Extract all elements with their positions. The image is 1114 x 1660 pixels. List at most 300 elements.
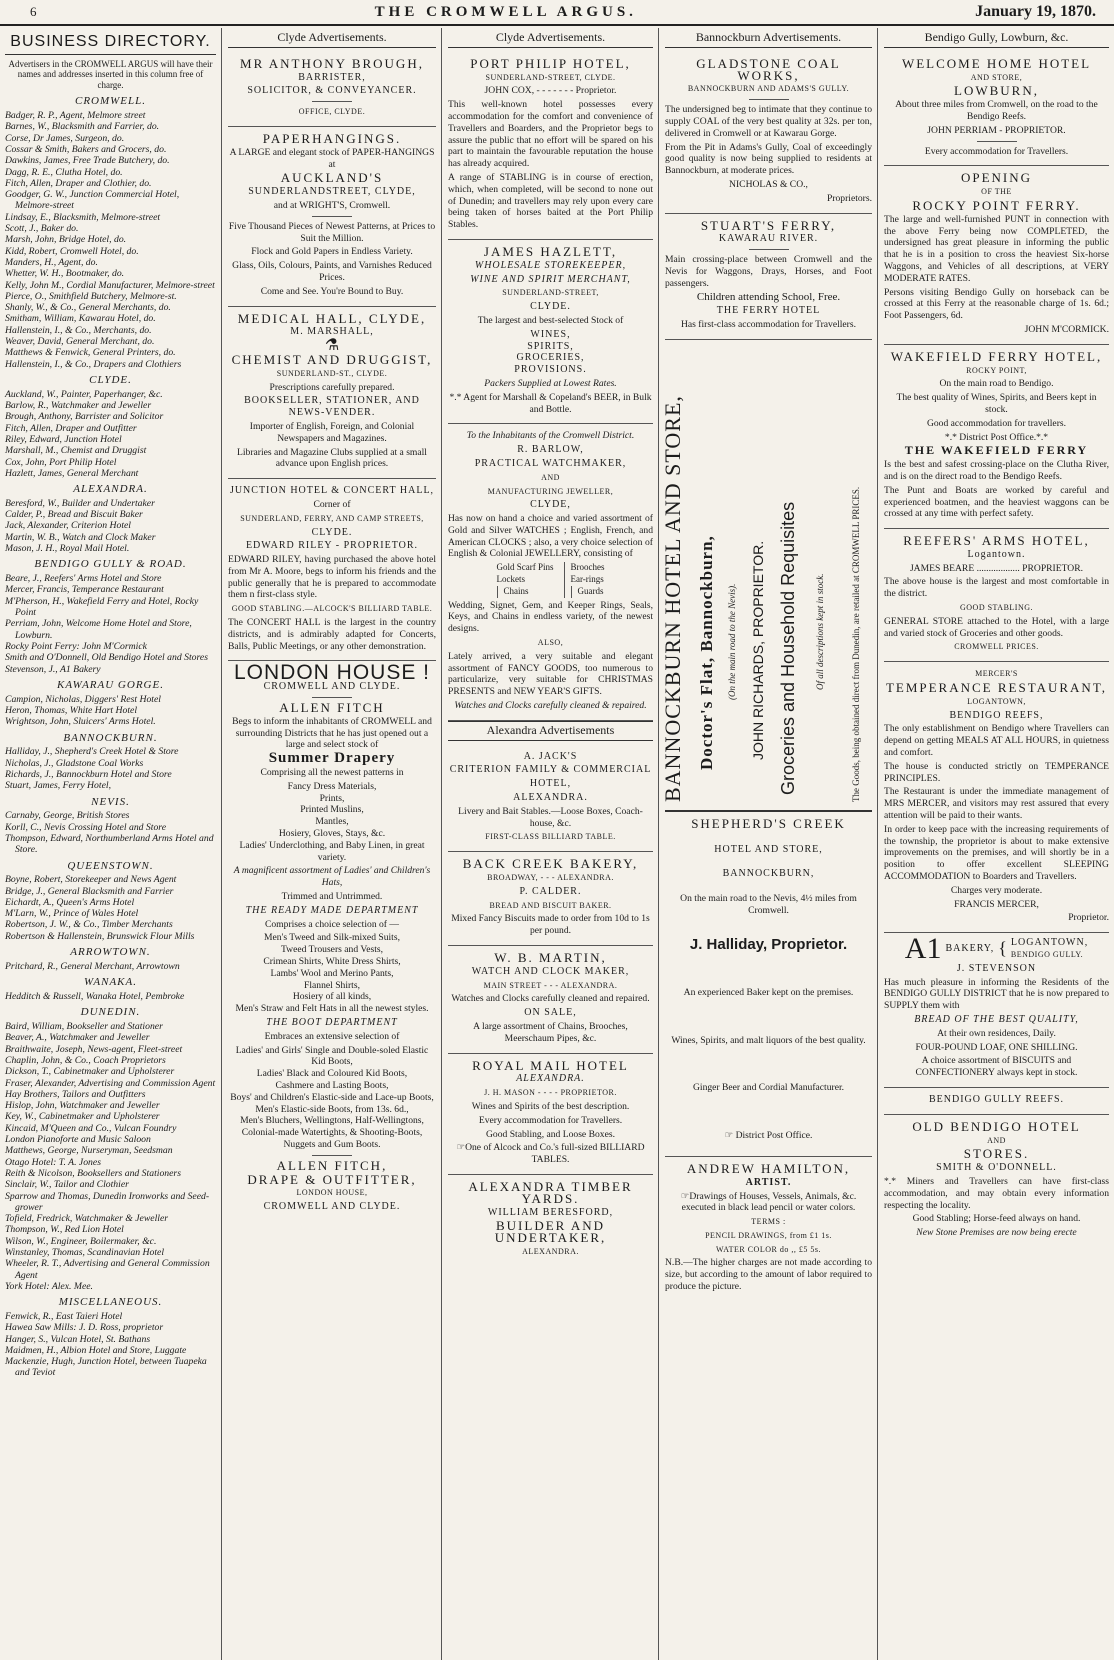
- directory-entry: Perriam, John, Welcome Home Hotel and Store, Lowburn.: [5, 618, 192, 641]
- ad-line: LOGANTOWN,: [967, 696, 1026, 706]
- ad-line: BREAD OF THE BEST QUALITY,: [914, 1013, 1079, 1025]
- directory-entry: Barlow, R., Watchmaker and Jeweller: [5, 400, 152, 412]
- issue-date: January 19, 1870.: [975, 3, 1096, 20]
- ad-line: At their own residences, Daily.: [937, 1027, 1056, 1039]
- ad-line: LOWBURN,: [954, 83, 1039, 99]
- ad-line: Children attending School, Free.: [696, 290, 841, 303]
- list-item: Cashmere and Lasting Boots,: [275, 1079, 389, 1091]
- directory-entry: Mercer, Francis, Temperance Restaurant: [5, 584, 164, 596]
- directory-entry: Thompson, W., Red Lion Hotel: [5, 1224, 124, 1236]
- ad-line: A choice assortment of BISCUITS and CONFECTIONERY always kept in stock.: [915, 1055, 1078, 1079]
- ad-title: MEDICAL HALL, CLYDE,: [237, 310, 427, 326]
- vertical-line-1: BANNOCKBURN HOTEL AND STORE,: [660, 395, 685, 802]
- ad-title: ROYAL MAIL HOTEL: [472, 1057, 629, 1073]
- ad-line: *.* Agent for Marshall & Copeland's BEER, in Bulk and Bottle.: [449, 391, 652, 415]
- page-number: 6: [30, 4, 37, 19]
- ad-line: Embraces an extensive selection of: [264, 1030, 400, 1042]
- directory-entry: Smith and O'Donnell, Old Bendigo Hotel and Stores: [5, 652, 208, 664]
- column-heading: Clyde Advertisements.: [448, 32, 653, 48]
- list-item: Ear-rings: [570, 574, 604, 585]
- directory-entry: Badger, R. P., Agent, Melmore street: [5, 110, 146, 122]
- ad-line: ALEXANDRA.: [522, 1246, 579, 1256]
- directory-entry: Brough, Anthony, Barrister and Solicitor: [5, 411, 164, 423]
- ad-line: About three miles from Cromwell, on the road to the Bendigo Reefs.: [895, 99, 1098, 122]
- ad-line: TERMS :: [751, 1217, 786, 1227]
- directory-entry: Wheeler, R. T., Advertising and General Commission Agent: [5, 1258, 210, 1281]
- ad-line: ALLEN FITCH,: [276, 1157, 388, 1173]
- directory-entry: M'Pherson, H., Wakefield Ferry and Hotel, Rocky Point: [5, 595, 199, 619]
- ad-criterion-hotel: [448, 745, 653, 853]
- ad-line: WHOLESALE STOREKEEPER,: [474, 259, 627, 271]
- ad-line: On the main road to Bendigo.: [939, 378, 1054, 390]
- directory-entry: Carnaby, George, British Stores: [5, 810, 130, 822]
- ad-line: GOOD STABLING.: [959, 603, 1034, 613]
- vertical-line-6: Of all descriptions kept in stock.: [815, 573, 825, 690]
- directory-entry: Nicholas, J., Gladstone Coal Works: [5, 757, 144, 769]
- ad-line: Come and See. You're Bound to Buy.: [260, 285, 404, 297]
- directory-section-heading: NEVIS.: [91, 795, 130, 808]
- ad-line: HOTEL,: [529, 778, 572, 790]
- ad-line: Lately arrived, a very suitable and elegant assortment of FANCY GOODS, too numerous to particularize, very suitable for CHRISTMAS PRESENTS and NEW YEAR'S GIFTS.: [448, 650, 653, 698]
- ad-line: Watches and Clocks carefully cleaned and repaired.: [451, 993, 650, 1005]
- directory-entry: Pritchard, R., General Merchant, Arrowtown: [5, 960, 180, 972]
- ad-line: A LARGE and elegant stock of PAPER-HANGINGS at: [229, 146, 435, 170]
- ad-line: SUNDERLAND, FERRY, AND CAMP STREETS,: [240, 513, 424, 523]
- ad-line: ALEXANDRA.: [516, 1073, 585, 1085]
- ad-line: Is the best and safest crossing-place on the Clutha River, and is on the direct road to the Bendigo Reefs.: [884, 459, 1109, 482]
- jewellery-list: [448, 562, 653, 597]
- list-item: Mantles,: [315, 816, 349, 828]
- ad-line: ARTIST.: [745, 1176, 792, 1188]
- ad-line: The CONCERT HALL is the largest in the country districts, and is admirably adapted for Concerts, Balls, Public Meetings, or any other demonstration.: [228, 617, 436, 652]
- ad-line: The above house is the largest and most comfortable in the district.: [884, 576, 1109, 600]
- ad-line: Wines, Spirits, and malt liquors of the best quality.: [671, 1034, 866, 1046]
- divider: [312, 1155, 352, 1156]
- brace-glyph: {: [998, 938, 1007, 959]
- list-item: Gold Scarf Pins: [496, 562, 554, 573]
- directory-entry: Thompson, Edward, Northumberland Arms Hotel and Store.: [5, 832, 214, 856]
- ad-line: J. Halliday, Proprietor.: [689, 935, 848, 953]
- ad-line: BUILDER AND UNDERTAKER,: [494, 1218, 607, 1246]
- directory-entry: Reith & Nicolson, Booksellers and Stationers: [5, 1167, 181, 1179]
- ad-line: MANUFACTURING JEWELLER,: [487, 486, 614, 496]
- directory-entry: Barnes, W., Blacksmith and Farrier, do.: [5, 121, 160, 133]
- masthead: [0, 0, 1114, 26]
- ad-welcome-home-hotel: [884, 52, 1109, 167]
- directory-entry: Kidd, Robert, Cromwell Hotel, do.: [5, 245, 139, 257]
- ad-line: Has first-class accommodation for Travellers.: [680, 319, 857, 331]
- ad-line: CROMWELL AND CLYDE.: [263, 1201, 401, 1213]
- ad-title: PAPERHANGINGS.: [262, 130, 402, 146]
- ad-line: This well-known hotel possesses every accommodation for the comfort and convenience of Travellers and Boarders, and the Proprietor begs to assure the public that no effort will be spared on his part to maintain the favourable reputation the house has already acquired.: [448, 99, 653, 170]
- ad-line: SUNDERLAND-ST., CLYDE.: [276, 368, 388, 378]
- ad-andrew-hamilton: [665, 1157, 872, 1301]
- ad-paperhangings: [228, 127, 436, 307]
- directory-entry: Whetter, W. H., Bootmaker, do.: [5, 268, 125, 280]
- ad-line: Livery and Bait Stables.—Loose Boxes, Coach-house, &c.: [458, 805, 643, 829]
- directory-entry: Smitham, William, Kawarau Hotel, do.: [5, 313, 156, 325]
- ad-line: Every accommodation for Travellers.: [478, 1114, 623, 1126]
- directory-entry: Kelly, John M., Cordial Manufacturer, Melmore-street: [5, 279, 215, 291]
- ad-line: The house is conducted strictly on TEMPERANCE PRINCIPLES.: [884, 760, 1109, 784]
- ad-line: BREAD AND BISCUIT BAKER.: [489, 900, 612, 910]
- directory-section-heading: KAWARAU GORGE.: [57, 678, 164, 691]
- ad-martin: [448, 946, 653, 1054]
- ad-line: Proprietor.: [1068, 912, 1109, 924]
- directory-entry: Hislop, John, Watchmaker and Jeweller: [5, 1100, 160, 1112]
- directory-entry: Maidmen, H., Albion Hotel and Store, Luggate: [5, 1344, 187, 1356]
- list-item: GROCERIES,: [516, 352, 585, 364]
- ad-line: Ginger Beer and Cordial Manufacturer.: [692, 1082, 845, 1094]
- ad-bendigo-gully-reefs: [884, 1088, 1109, 1115]
- ad-line: Summer Drapery: [268, 750, 396, 767]
- pointing-hand-icon: ☞: [680, 1190, 690, 1202]
- directory-entry: Matthews & Fenwick, General Printers, do.: [5, 347, 176, 359]
- directory-entry: Mason, J. H., Royal Mail Hotel.: [5, 543, 130, 555]
- ad-line: Five Thousand Pieces of Newest Patterns, at Prices to Suit the Million.: [228, 220, 436, 244]
- list-item: Men's Elastic-side Boots, from 13s. 6d.,: [255, 1103, 409, 1115]
- list-item: Ladies' and Girls' Single and Double-soled Elastic Kid Boots,: [235, 1044, 429, 1068]
- ad-line: Wines and Spirits of the best description.: [471, 1100, 630, 1112]
- ad-title: CRITERION FAMILY & COMMERCIAL: [449, 764, 652, 776]
- directory-entry: Hallenstein, I., & Co., Merchants, do.: [5, 324, 152, 336]
- ad-line: Prescriptions carefully prepared.: [269, 381, 395, 393]
- ad-line: ROCKY POINT,: [966, 365, 1027, 375]
- ad-line: In order to keep pace with the increasing requirements of the township, the proprietor is about to make extensive improvements on the premises, and will shortly be in a position to offer excellent SLEEPING ACCOMMODATION to Boarders and Travellers.: [884, 823, 1109, 883]
- directory-entry: Kincaid, M'Queen and Co., Vulcan Foundry: [5, 1122, 177, 1134]
- ad-line: Packers Supplied at Lowest Rates.: [484, 377, 617, 389]
- vertical-line-2: Doctor's Flat, Bannockburn,: [697, 535, 716, 770]
- ad-line: ON SALE,: [524, 1007, 577, 1019]
- list-item: Lambs' Wool and Merino Pants,: [270, 967, 394, 979]
- item-list: [228, 781, 436, 864]
- directory-entry: Dawkins, James, Free Trade Butchery, do.: [5, 155, 170, 167]
- ad-line: Libraries and Magazine Clubs supplied at a small advance upon English prices.: [237, 446, 427, 470]
- ad-line: BANNOCKBURN AND ADAMS'S GULLY.: [687, 84, 850, 94]
- list-item: Prints,: [319, 792, 345, 804]
- ad-line: BAKERY,: [945, 943, 995, 955]
- directory-entry: Campion, Nicholas, Diggers' Rest Hotel: [5, 693, 161, 705]
- ad-line: STORES.: [963, 1146, 1030, 1162]
- ad-port-philip-hotel: [448, 52, 653, 240]
- directory-entry: M'Larn, W., Prince of Wales Hotel: [5, 908, 139, 920]
- ad-line: On the main road to the Nevis, 4½ miles from Cromwell.: [680, 893, 857, 917]
- directory-entry: Marshall, M., Chemist and Druggist: [5, 445, 147, 457]
- ad-line: MERCER'S: [975, 669, 1018, 679]
- directory-entry: Wrightson, John, Sluicers' Arms Hotel.: [5, 716, 156, 728]
- list-item: WINES,: [530, 328, 571, 340]
- bannockburn-column: [660, 28, 878, 1660]
- directory-entry: Dagg, R. E., Clutha Hotel, do.: [5, 166, 123, 178]
- ad-line: Main crossing-place between Cromwell and the Nevis for Waggons, Drays, Horses, and Foot passengers.: [665, 254, 872, 289]
- ad-line: PENCIL DRAWINGS, from £1 1s.: [705, 1230, 832, 1240]
- directory-entry: Fitch, Allen, Draper and Clothier, do.: [5, 177, 152, 189]
- ad-line: A range of STABLING is in course of erection, which, when completed, will be second to none out of Dunedin; and travellers may rely upon every care being taken of horses baited at the Port Philip Stables.: [448, 171, 653, 231]
- ad-line: Has now on hand a choice and varied assortment of Gold and Silver WATCHES ; English, French, and American CLOCKS ; also, a very choice selection of English & Colonial JEWELLERY, consisting of: [448, 513, 653, 560]
- directory-entry: Martin, W. B., Watch and Clock Maker: [5, 531, 156, 543]
- ad-line: THE READY MADE DEPARTMENT: [245, 904, 419, 916]
- ad-line: Trimmed and Untrimmed.: [281, 891, 383, 903]
- ad-line: *.* District Post Office.*.*: [944, 431, 1049, 443]
- directory-entry: Riley, Edward, Junction Hotel: [5, 433, 122, 445]
- list-item: PROVISIONS.: [514, 364, 587, 376]
- a1-mark: A1: [904, 932, 942, 966]
- ad-line: Wedding, Signet, Gem, and Keeper Rings, Seals, Keys, and Chains in endless variety, of the newest designs.: [448, 599, 653, 635]
- ad-line: Importer of English, Foreign, and Colonial Newspapers and Magazines.: [249, 420, 415, 444]
- directory-entry: Rocky Point Ferry: John M'Cormick: [5, 640, 147, 652]
- ad-title: ANDREW HAMILTON,: [686, 1160, 851, 1176]
- vertical-line-4: JOHN RICHARDS, PROPRIETOR.: [750, 540, 766, 760]
- directory-entry: Hazlett, James, General Merchant: [5, 467, 139, 479]
- ad-title: W. B. MARTIN,: [494, 950, 607, 965]
- directory-entry: Marsh, John, Bridge Hotel, do.: [5, 234, 127, 246]
- ad-title: SHEPHERD'S CREEK: [691, 815, 846, 831]
- directory-entry: Calder, P., Bread and Biscuit Baker: [5, 509, 143, 521]
- ad-gladstone-coal: [665, 52, 872, 214]
- ad-line: N.B.—The higher charges are not made according to size, but according to the amount of labor required to produce the picture.: [665, 1257, 872, 1293]
- ad-line: JAMES BEARE .................. PROPRIETOR.: [909, 562, 1084, 574]
- ad-line: *.* Miners and Travellers can have first-class accommodation, and may obtain every information respecting the locality.: [884, 1175, 1109, 1211]
- ad-line: CLYDE,: [530, 499, 571, 511]
- clyde-alexandra-column: [443, 28, 659, 1660]
- ad-rocky-point-ferry: [884, 166, 1109, 344]
- ad-line: WINE AND SPIRIT MERCHANT,: [470, 273, 631, 285]
- ad-line: The large and well-furnished PUNT in connection with the above Ferry being now COMPLETED, the undersigned has great pleasure in informing the public that he is in a position to cross the heaviest Six-horse Waggons, and Vehicles of all descriptions, at VERY MODERATE RATES.: [884, 213, 1109, 284]
- directory-entry: Weaver, David, General Merchant, do.: [5, 336, 155, 348]
- ad-line: P. CALDER.: [519, 885, 582, 897]
- ad-line: JOHN PERRIAM - PROPRIETOR.: [927, 124, 1066, 136]
- ad-line: BOOKSELLER, STATIONER, AND NEWS-VENDER.: [244, 395, 420, 419]
- ad-line: SUNDERLAND-STREET, CLYDE.: [485, 72, 616, 82]
- list-item: Printed Muslins,: [300, 804, 364, 816]
- directory-entry: Auckland, W., Painter, Paperhanger, &c.: [5, 388, 163, 400]
- directory-entry: Braithwaite, Joseph, News-agent, Fleet-street: [5, 1043, 183, 1055]
- directory-entry: Bridge, J., General Blacksmith and Farrier: [5, 885, 174, 897]
- ad-title: STUART'S FERRY,: [700, 217, 837, 233]
- ad-line: BARRISTER,: [298, 71, 366, 83]
- item-list: [228, 932, 436, 1015]
- ad-line: AND: [541, 472, 560, 482]
- list-item: Men's Straw and Felt Hats in all the newest styles.: [235, 1003, 429, 1015]
- ad-line: Watches and Clocks carefully cleaned & repaired.: [454, 700, 647, 712]
- ad-bannockburn-hotel-vertical: [660, 340, 872, 812]
- list-item: Boys' and Children's Elastic-side and Lace-up Boots,: [230, 1091, 434, 1103]
- ad-timber-yards: [448, 1175, 653, 1266]
- ad-line: The best quality of Wines, Spirits, and Beers kept in stock.: [896, 392, 1097, 415]
- ad-line: EDWARD RILEY - PROPRIETOR.: [245, 540, 419, 552]
- ad-line: ALLEN FITCH: [279, 700, 385, 716]
- ad-line-text: District Post Office.: [735, 1130, 813, 1142]
- ad-line: M. MARSHALL,: [290, 326, 374, 338]
- ad-hazlett: [448, 240, 653, 424]
- pointing-hand-icon: ☞: [456, 1142, 466, 1154]
- item-list: [228, 1045, 436, 1151]
- ad-wakefield-ferry: [884, 345, 1109, 529]
- ad-line: SUNDERLAND-STREET,: [502, 288, 599, 298]
- ad-line: [665, 1191, 872, 1215]
- list-item: Men's Tweed and Silk-mixed Suits,: [264, 932, 400, 944]
- directory-entry: Wilson, W., Engineer, Boilermaker, &c.: [5, 1235, 157, 1247]
- section-heading: Alexandra Advertisements: [448, 721, 653, 741]
- directory-entry: Hawea Saw Mills: J. D. Ross, proprietor: [5, 1322, 164, 1334]
- ad-line: Charges very moderate.: [950, 884, 1043, 896]
- ad-title: BENDIGO GULLY REEFS.: [928, 1093, 1064, 1105]
- ad-line: OFFICE, CLYDE.: [298, 107, 366, 117]
- ad-title: TEMPERANCE RESTAURANT,: [885, 680, 1108, 696]
- directory-section-heading: ARROWTOWN.: [70, 946, 151, 959]
- business-directory-column: [0, 28, 222, 1660]
- directory-entry: Pierce, O., Smithfield Butchery, Melmore-st.: [5, 290, 177, 302]
- ad-line: The undersigned beg to intimate that they continue to supply COAL of the very best quality at 32s. per ton, delivered in Cromwell or at Kawarau Gorge.: [665, 104, 872, 139]
- ad-line: SUNDERLANDSTREET, CLYDE,: [248, 186, 416, 198]
- ad-line: Glass, Oils, Colours, Paints, and Varnishes Reduced Prices.: [232, 260, 432, 283]
- clyde-advertisements-column: [223, 28, 442, 1660]
- a1-address: [1011, 937, 1088, 961]
- directory-entry: Mackenzie, Hugh, Junction Hotel, between Tuapeka and Teviot: [5, 1356, 207, 1379]
- ad-reefers-arms: [884, 529, 1109, 662]
- ad-line: J. STEVENSON: [956, 962, 1037, 974]
- ad-line: The Punt and Boats are worked by careful and experienced boatmen, and the heaviest waggons can be crossed at any time with perfect safety.: [884, 484, 1109, 520]
- ad-line: WATER COLOR do ,, £5 5s.: [716, 1244, 821, 1254]
- list-item: Flannel Shirts,: [304, 979, 360, 991]
- list-item: Ladies' Black and Coloured Kid Boots,: [256, 1068, 408, 1080]
- ad-line: Mixed Fancy Biscuits made to order from 10d to 1s per pound.: [451, 913, 650, 937]
- divider: [312, 101, 352, 102]
- ad-title: JUNCTION HOTEL & CONCERT HALL,: [229, 485, 435, 497]
- ad-line: A magnificent assortment of Ladies' and Children's Hats,: [233, 865, 431, 889]
- ad-title: ALEXANDRA TIMBER YARDS.: [468, 1178, 633, 1206]
- ad-line: A large assortment of Chains, Brooches, Meerschaum Pipes, &c.: [473, 1020, 628, 1044]
- ad-line: CROMWELL PRICES.: [954, 642, 1039, 652]
- directory-entry: Chaplin, John, & Co., Coach Proprietors: [5, 1054, 166, 1066]
- directory-sections: [5, 96, 216, 1378]
- ad-junction-hotel: [228, 479, 436, 661]
- directory-entry: Corse, Dr James, Surgeon, do.: [5, 132, 125, 144]
- ad-line: and at WRIGHT'S, Cromwell.: [273, 199, 391, 211]
- ad-line: BENDIGO GULLY.: [1010, 950, 1084, 959]
- ad-title: LONDON HOUSE !: [233, 661, 431, 685]
- directory-entry: Sinclair, W., Tailor and Clothier: [5, 1179, 129, 1191]
- ad-line: ALSO,: [537, 638, 564, 648]
- directory-section-heading: ALEXANDRA.: [73, 483, 148, 496]
- pointing-hand-icon: ☞: [724, 1130, 734, 1142]
- ad-line: THE FERRY HOTEL: [716, 305, 821, 317]
- ad-title: GLADSTONE COAL WORKS,: [696, 55, 841, 83]
- directory-section-heading: QUEENSTOWN.: [67, 859, 154, 872]
- vertical-line-3: (On the main road to the Nevis).: [727, 583, 737, 700]
- ad-line: Logantown.: [967, 548, 1026, 560]
- list-item: Nuggets and Gum Boots.: [283, 1138, 381, 1150]
- directory-entry: Beaver, A., Watchmaker and Jeweller: [5, 1032, 150, 1044]
- ad-line: Good Stabling; Horse-feed always on hand.: [912, 1213, 1081, 1225]
- directory-entry: Beare, J., Reefers' Arms Hotel and Store: [5, 573, 162, 585]
- ad-line: A. JACK'S: [523, 750, 578, 762]
- divider: [749, 99, 789, 100]
- ad-line: Comprises a choice selection of —: [264, 918, 399, 930]
- ad-line: OF THE: [981, 187, 1012, 197]
- ad-line: R. BARLOW,: [517, 444, 584, 456]
- ad-shepherds-creek: [665, 812, 872, 1157]
- list-item: Ladies' Underclothing, and Baby Linen, in great variety.: [239, 839, 425, 863]
- ad-line: AND: [987, 1135, 1006, 1145]
- divider: [977, 141, 1017, 142]
- directory-entry: Lindsay, E., Blacksmith, Melmore-street: [5, 211, 161, 223]
- ad-line: MAIN STREET - - - ALEXANDRA.: [483, 980, 618, 990]
- directory-entry: Fitch, Allen, Draper and Outfitter: [5, 422, 137, 434]
- ad-line: [665, 1130, 872, 1142]
- ad-line: Has much pleasure in informing the Residents of the BENDIGO GULLY DISTRICT that he is now prepared to SUPPLY them with: [884, 976, 1109, 1012]
- ad-line: FIRST-CLASS BILLIARD TABLE.: [485, 832, 616, 842]
- ad-arched-heading: To the Inhabitants of the Cromwell District.: [466, 430, 635, 442]
- divider: [312, 216, 352, 217]
- ad-line: DRAPE & OUTFITTER,: [247, 1171, 417, 1187]
- ad-line: SOLICITOR, & CONVEYANCER.: [247, 85, 417, 97]
- jewellery-list-right: [564, 562, 605, 597]
- ad-london-house: [228, 661, 436, 1220]
- ad-title: OLD BENDIGO HOTEL: [912, 1118, 1081, 1134]
- mortar-pestle-icon: ⚗: [324, 337, 340, 355]
- directory-entry: Cox, John, Port Philip Hotel: [5, 456, 117, 468]
- ad-line: [448, 1142, 653, 1166]
- directory-section-heading: BANNOCKBURN.: [63, 731, 158, 744]
- directory-entry: Sparrow and Thomas, Dunedin Ironworks and Seed-grower: [5, 1190, 210, 1213]
- bendigo-column: [879, 28, 1114, 1660]
- ad-old-bendigo-hotel: [884, 1115, 1109, 1247]
- list-item: Colonial-made Watertights, & Shooting-Boots,: [241, 1127, 423, 1139]
- ad-line: LONDON HOUSE,: [296, 1188, 368, 1198]
- directory-entry: Stevenson, J., A1 Bakery: [5, 663, 101, 675]
- ad-line: Persons visiting Bendigo Gully on horseback can be crossed at this Ferry at the reasonable charge of 1s. 6d.; Foot Passengers, 6d.: [884, 286, 1109, 322]
- ad-line: AND STORE,: [970, 72, 1023, 82]
- directory-entry: York Hotel: Alex. Mee.: [5, 1280, 93, 1292]
- directory-section-heading: CROMWELL.: [74, 95, 147, 108]
- list-item: Crimean Shirts, White Dress Shirts,: [263, 956, 401, 967]
- newspaper-title: THE CROMWELL ARGUS.: [374, 3, 637, 20]
- vertical-line-7: The Goods, being obtained direct from Dunedin, are retailed at CROMWELL PRICES.: [851, 486, 861, 802]
- ad-line: New Stone Premises are now being erecte: [916, 1227, 1077, 1239]
- directory-entry: Matthews, George, Nurseryman, Seedsman: [5, 1145, 173, 1157]
- directory-entry: Beresford, W., Builder and Undertaker: [5, 497, 155, 509]
- directory-entry: Cossar & Smith, Bakers and Grocers, do.: [5, 143, 167, 155]
- ad-line: FRANCIS MERCER,: [954, 898, 1039, 910]
- ad-line: FOUR-POUND LOAF, ONE SHILLING.: [915, 1041, 1078, 1053]
- ad-line: Every accommodation for Travellers.: [924, 145, 1069, 157]
- ad-line: Good accommodation for travellers.: [926, 417, 1067, 429]
- ad-line: Corner of: [313, 498, 351, 510]
- directory-intro: Advertisers in the CROMWELL ARGUS will have their names and addresses inserted in this column free of charge.: [8, 58, 213, 90]
- directory-entry: Dickson, T., Cabinetmaker and Upholsterer: [5, 1066, 175, 1078]
- directory-entry: Eichardt, A., Queen's Arms Hotel: [5, 896, 135, 908]
- ad-line: Comprising all the newest patterns in: [260, 767, 404, 779]
- ad-line-text: One of Alcock and Co.'s full-sized BILLIARD TABLES.: [465, 1142, 645, 1166]
- directory-entry: Winstanley, Thomas, Scandinavian Hotel: [5, 1247, 165, 1258]
- column-heading: Bannockburn Advertisements.: [665, 32, 872, 48]
- ad-stuarts-ferry: [665, 214, 872, 340]
- ad-line: J. H. MASON - - - - PROPRIETOR.: [484, 1088, 617, 1098]
- ad-line: HOTEL AND STORE,: [714, 843, 823, 855]
- ad-line: An experienced Baker kept on the premises.: [683, 986, 854, 998]
- ad-line: GENERAL STORE attached to the Hotel, with a large and varied stock of Groceries and other goods.: [884, 615, 1109, 639]
- ad-line: WATCH AND CLOCK MAKER,: [471, 965, 630, 977]
- ad-line: JOHN COX, - - - - - - - Proprietor.: [484, 85, 617, 97]
- ad-title: PRACTICAL WATCHMAKER,: [474, 457, 627, 469]
- directory-section-heading: MISCELLANEOUS.: [58, 1296, 163, 1309]
- directory-entry: Hedditch & Russell, Wanaka Hotel, Pembroke: [5, 990, 185, 1002]
- divider: [749, 249, 789, 250]
- list-item: SPIRITS,: [527, 340, 574, 352]
- ad-line: LOGANTOWN,: [1010, 937, 1089, 949]
- ad-line: From the Pit in Adams's Gully, Coal of exceedingly good quality is now being supplied to residents at Bannockburn, at moderate prices.: [665, 141, 872, 177]
